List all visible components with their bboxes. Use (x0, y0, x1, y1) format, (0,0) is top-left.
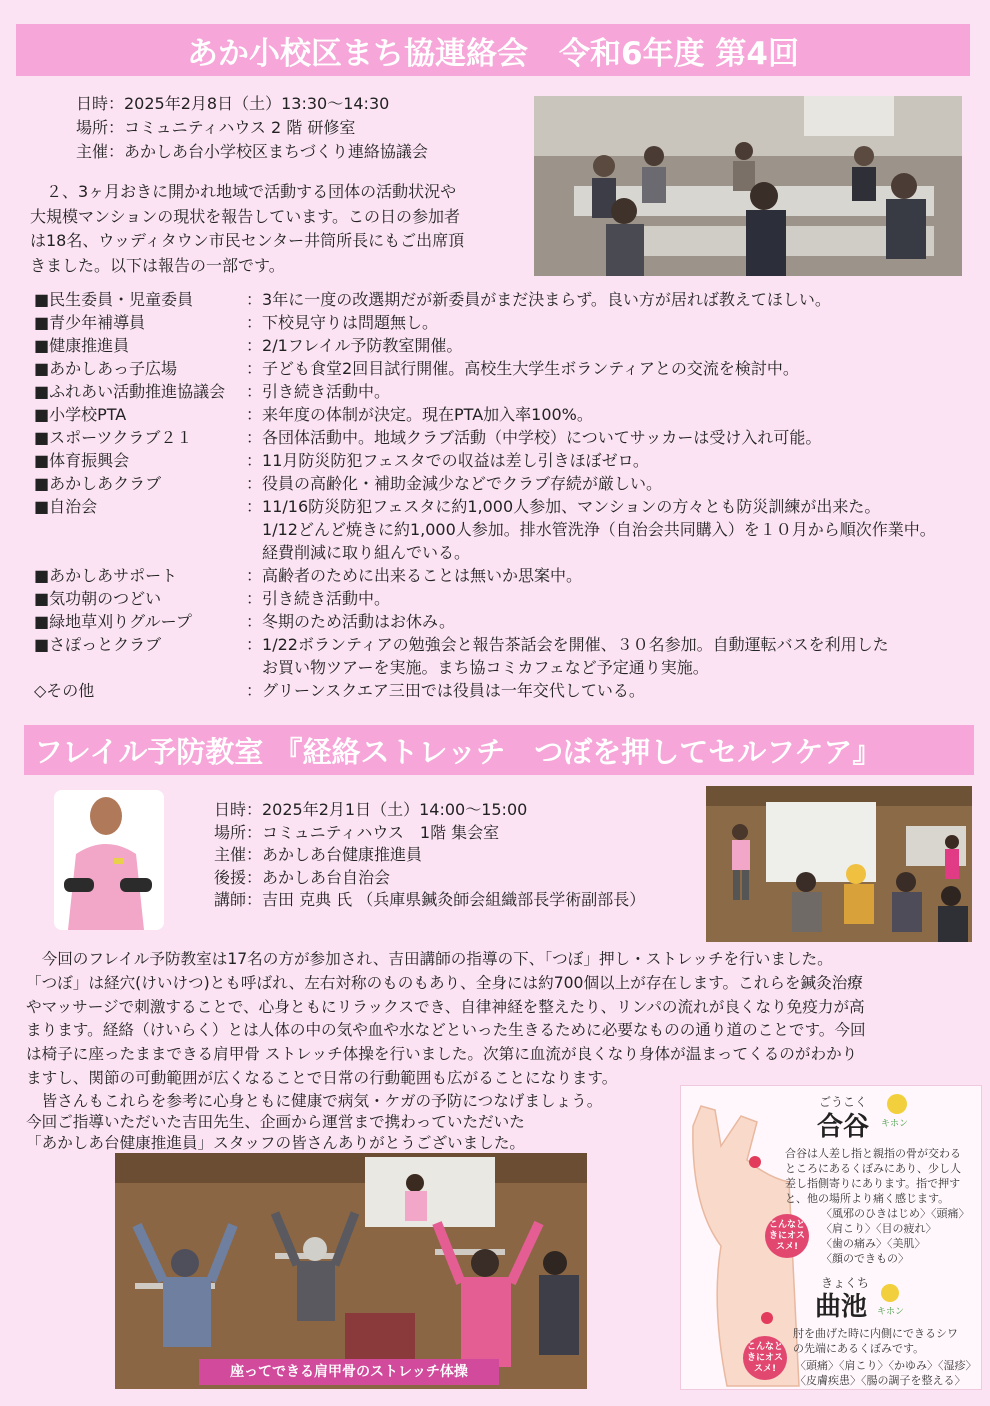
closing-line: 「あかしあ台健康推進員」スタッフの皆さんありがとうございました。 (26, 1134, 526, 1152)
report-row (34, 334, 942, 357)
report-text (262, 633, 942, 679)
report-org: ■スポーツクラブ２１ (34, 428, 193, 447)
report-text-line: 下校見守りは問題無し。 (262, 313, 439, 332)
kyokuchi-name: 曲池 (815, 1292, 868, 1322)
closing-line: 今回ご指導いただいた吉田先生、企画から運営まで携わっていただいた (26, 1113, 525, 1131)
goukoku-effects (821, 1206, 971, 1266)
desc-line: の先端にあるくぼみです。 (793, 1342, 925, 1355)
kyokuchi-badge: こんなときにオススメ! (743, 1336, 787, 1380)
report-text-line: 1/22ボランティアの勉強会と報告茶話会を開催、３０名参加。自動運転バスを利用した (262, 635, 889, 654)
lecturer-illustration (54, 790, 164, 930)
report-text (262, 357, 942, 380)
report-text-line: 引き続き活動中。 (262, 589, 391, 608)
report-colon: ： (246, 612, 263, 631)
report-text-line: 1/12どんど焼きに約1,000人参加。排水管洗浄（自治会共同購入）を１０月から順次作業中。 (262, 520, 936, 539)
desc-line: 合谷は人差し指と親指の骨が交わる (785, 1147, 961, 1160)
class-photo-bottom-illustration (115, 1153, 587, 1389)
report-text-line: 子ども食堂2回目試行開催。高校生大学生ボランティアとの交流を検討中。 (262, 359, 799, 378)
report-text (262, 679, 942, 702)
report-colon: ： (246, 681, 263, 700)
report-text (262, 288, 942, 311)
report-colon: ： (246, 405, 263, 424)
leaf-icon (881, 1284, 899, 1302)
body-line: は椅子に座ったままできる肩甲骨 ストレッチ体操を行いました。次第に血流が良くなり身体が温まってくるのがわかり (26, 1045, 858, 1064)
kyokuchi-ruby-text: きょくち (821, 1276, 870, 1290)
class-photo-bottom (115, 1153, 587, 1389)
report-colon: ： (246, 566, 263, 585)
meeting-host: 主催：あかしあ台小学校区まちづくり連絡協議会 (76, 142, 428, 161)
report-colon: ： (246, 290, 263, 309)
report-org: ■気功朝のつどい (34, 589, 162, 608)
report-text-line: お買い物ツアーを実施。まち協コミカフェなど予定通り実施。 (262, 658, 709, 677)
meeting-intro (30, 180, 525, 278)
class-photo-top (706, 786, 972, 942)
report-org: ■さぽっとクラブ (34, 635, 162, 654)
lecturer-photo (54, 790, 164, 930)
report-row (34, 403, 942, 426)
meeting-info (76, 92, 516, 164)
report-row (34, 633, 942, 679)
kyokuchi-name-wrap (815, 1286, 867, 1323)
section2-title: フレイル予防教室 『経絡ストレッチ つぼを押してセルフケア』 (24, 725, 974, 775)
class-closing (26, 1091, 676, 1154)
report-row (34, 679, 942, 702)
class-host: 主催：あかしあ台健康推進員 (214, 845, 423, 864)
report-text-line: 高齢者のために出来ることは無いか思案中。 (262, 566, 583, 585)
intro-line: ２、3ヶ月おきに開かれ地域で活動する団体の活動状況や (30, 182, 457, 201)
report-text (262, 472, 942, 495)
report-text (262, 587, 942, 610)
report-row (34, 288, 942, 311)
body-line: やマッサージで刺激することで、心身ともにリラックスでき、自律神経を整えたり、リンパの流れが良くなり免疫力が高 (26, 997, 865, 1016)
class-date: 日時：2025年2月1日（土）14:00～15:00 (214, 800, 528, 819)
goukoku-name-wrap (817, 1106, 869, 1143)
report-row (34, 495, 942, 564)
intro-line: 大規模マンションの現状を報告しています。この日の参加者 (30, 206, 461, 226)
goukoku-badge: こんなときにオススメ! (765, 1214, 809, 1258)
report-colon: ： (246, 451, 263, 470)
report-row (34, 564, 942, 587)
effect-line: 〈皮膚疾患〉〈腸の調子を整える〉 (795, 1374, 966, 1387)
kyokuchi-desc (793, 1326, 977, 1356)
body-line: 今回のフレイル予防教室は17名の方が参加され、吉田講師の指導の下、「つぼ」押し・ストレッチを行いました。 (26, 950, 833, 968)
effect-line: 〈頭痛〉〈肩こり〉〈かゆみ〉〈湿疹〉 (795, 1359, 977, 1372)
effect-line: 〈顔のできもの〉 (821, 1252, 909, 1265)
report-row (34, 380, 942, 403)
class-lecturer: 講師：吉田 克典 氏 （兵庫県鍼灸師会組織部長学術副部長） (214, 890, 646, 909)
report-colon: ： (246, 382, 263, 401)
report-colon: ： (246, 589, 263, 608)
class-photo-top-illustration (706, 786, 972, 942)
report-text-line: 3年に一度の改選期だが新委員がまだ決まらず。良い方が居れば教えてほしい。 (262, 290, 831, 309)
class-info (214, 799, 704, 912)
report-colon: ： (246, 635, 263, 654)
report-org: ■健康推進員 (34, 336, 130, 355)
report-colon: ： (246, 313, 263, 332)
kyokuchi-kihon: キホン (877, 1307, 905, 1317)
desc-line: 肘を曲げた時に内側にできるシワ (793, 1327, 958, 1340)
report-text-line: 引き続き活動中。 (262, 382, 391, 401)
report-text (262, 610, 942, 633)
report-org: ◇その他 (34, 681, 95, 700)
report-text (262, 495, 942, 564)
desc-line: と、他の場所より痛く感じます。 (785, 1192, 950, 1205)
meeting-place: 場所：コミュニティハウス 2 階 研修室 (76, 118, 356, 137)
report-org: ■体育振興会 (34, 451, 130, 470)
goukoku-name: 合谷 (817, 1112, 870, 1142)
report-text-line: 役員の高齢化・補助金減少などでクラブ存続が厳しい。 (262, 474, 663, 493)
report-org: ■あかしあサポート (34, 566, 178, 585)
goukoku-ruby-text: ごうこく (819, 1095, 868, 1109)
report-text-line: 冬期のため活動はお休み。 (262, 612, 455, 631)
class-sponsor: 後援：あかしあ台自治会 (214, 867, 391, 887)
meeting-photo (534, 96, 962, 276)
kyokuchi-effects (795, 1358, 979, 1388)
report-text-line: グリーンスクエア三田では役員は一年交代している。 (262, 681, 645, 700)
effect-line: 〈歯の痛み〉〈美肌〉 (821, 1237, 926, 1250)
effect-line: 〈肩こり〉〈目の疲れ〉 (821, 1222, 937, 1235)
class-place: 場所：コミュニティハウス 1階 集会室 (214, 822, 500, 842)
report-colon: ： (246, 359, 263, 378)
body-line: まります。経絡（けいらく）とは人体の中の気や血や水などといった生きるために必要なものの通り道のことです。今回 (26, 1021, 866, 1040)
class-body (26, 948, 976, 1091)
report-colon: ： (246, 428, 263, 447)
intro-line: きました。以下は報告の一部です。 (30, 255, 285, 275)
section1-title: あか小校区まち協連絡会 令和6年度 第4回 (16, 24, 970, 76)
goukoku-kihon: キホン (881, 1119, 909, 1129)
meeting-date: 日時：2025年2月8日（土）13:30～14:30 (76, 94, 390, 113)
report-text-line: 11月防災防犯フェスタでの収益は差し引きほぼゼロ。 (262, 451, 649, 470)
leaf-icon (887, 1094, 907, 1114)
report-org: ■あかしあクラブ (34, 474, 162, 493)
report-text (262, 334, 942, 357)
report-org: ■緑地草刈りグループ (34, 612, 192, 631)
report-row (34, 587, 942, 610)
report-colon: ： (246, 336, 263, 355)
reports-table (34, 288, 942, 702)
report-text-line: 2/1フレイル予防教室開催。 (262, 336, 463, 355)
report-row (34, 311, 942, 334)
report-text (262, 403, 942, 426)
report-org: ■自治会 (34, 497, 98, 516)
report-text (262, 449, 942, 472)
report-text (262, 311, 942, 334)
report-text (262, 426, 942, 449)
report-row (34, 610, 942, 633)
tsubo-card (680, 1085, 982, 1390)
body-line: 「つぼ」は経穴(けいけつ)とも呼ばれ、左右対称のものもあり、全身には約700個以上が存在します。これらを鍼灸治療 (26, 973, 863, 992)
report-colon: ： (246, 474, 263, 493)
desc-line: 差し指側寄りにあります。指で押す (785, 1177, 961, 1190)
effect-line: 〈風邪のひきはじめ〉〈頭痛〉 (821, 1207, 970, 1220)
intro-line: は18名、ウッディタウン市民センター井筒所長にもご出席頂 (30, 231, 465, 250)
report-row (34, 357, 942, 380)
report-text-line: 各団体活動中。地域クラブ活動（中学校）についてサッカーは受け入れ可能。 (262, 428, 822, 447)
report-text (262, 564, 942, 587)
report-row (34, 449, 942, 472)
closing-line: 皆さんもこれらを参考に心身ともに健康で病気・ケガの予防につなげましょう。 (26, 1092, 603, 1110)
report-org: ■あかしあっ子広場 (34, 359, 177, 378)
report-text-line: 経費削減に取り組んでいる。 (262, 543, 471, 562)
report-row (34, 426, 942, 449)
report-colon: ： (246, 497, 263, 516)
report-org: ■民生委員・児童委員 (34, 290, 194, 309)
desc-line: ところにあるくぼみにあり、少し人 (785, 1162, 961, 1175)
report-org: ■小学校PTA (34, 405, 127, 424)
report-org: ■青少年補導員 (34, 313, 146, 332)
goukoku-desc (785, 1146, 975, 1206)
report-text-line: 来年度の体制が決定。現在PTA加入率100%。 (262, 405, 593, 424)
report-text (262, 380, 942, 403)
report-row (34, 472, 942, 495)
meeting-photo-illustration (534, 96, 962, 276)
report-org: ■ふれあい活動推進協議会 (34, 382, 226, 401)
body-line: ますし、関節の可動範囲が広くなることで日常の行動範囲も広がることになります。 (26, 1068, 618, 1087)
report-text-line: 11/16防災防犯フェスタに約1,000人参加、マンションの方々とも防災訓練が出来た。 (262, 497, 881, 516)
photo-caption: 座ってできる肩甲骨のストレッチ体操 (199, 1359, 499, 1385)
